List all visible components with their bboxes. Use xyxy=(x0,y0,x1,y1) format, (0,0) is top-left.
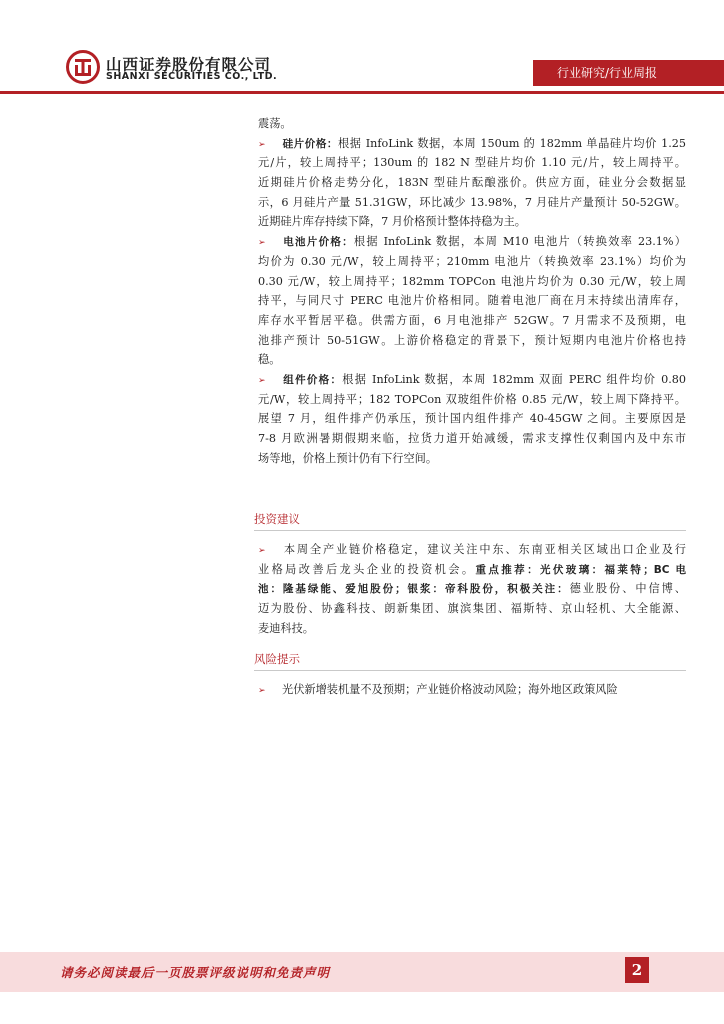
module-paragraph-line: 展望 7 月，组件排产仍承压，预计国内组件排产 40-45GW 之间。主要原因是 xyxy=(258,412,686,426)
company-name-cn: 山西证券股份有限公司 xyxy=(106,56,272,74)
module-paragraph-line: 场等地，价格上预计仍有下行空间。 xyxy=(258,451,438,465)
cell-paragraph-line: 持平，与同尺寸 PERC 电池片价格相同。随着电池厂商在月末持续出清库存， xyxy=(258,294,686,308)
cell-paragraph-line: 池排产预计 50-51GW。上游价格稳定的背景下，预计短期内电池片价格也持 xyxy=(258,333,686,347)
investment-line: 麦迪科技。 xyxy=(258,621,314,635)
company-logo-icon xyxy=(66,50,100,84)
investment-line: ➢ 本周全产业链价格稳定，建议关注中东、东南亚相关区域出口企业及行 xyxy=(258,540,686,560)
key-recommendation: 重点推荐：光伏玻璃： xyxy=(475,563,605,576)
wafer-paragraph-line: ➢ 硅片价格：根据 InfoLink 数据，本周 150um 的 182mm 单晶硅片均价 1.25 xyxy=(258,134,686,154)
page-number: 2 xyxy=(625,957,649,983)
report-body xyxy=(258,114,686,468)
report-type-tag: 行业研究/行业周报 xyxy=(533,60,724,86)
investment-line: 池：隆基绿能、爱旭股份；银浆：帝科股份，积极关注：德业股份、中信博、 xyxy=(258,582,686,596)
bullet-arrow-icon: ➢ xyxy=(258,139,266,150)
risk-line: ➢ 光伏新增装机量不及预期；产业链价格波动风险；海外地区政策风险 xyxy=(258,680,686,700)
investment-section-title: 投资建议 xyxy=(254,512,300,526)
cell-title: 电池片价格： xyxy=(282,236,354,249)
bullet-arrow-icon: ➢ xyxy=(258,375,266,386)
bullet-arrow-icon: ➢ xyxy=(258,686,266,696)
footer-disclaimer: 请务必阅读最后一页股票评级说明和免责声明 xyxy=(60,965,331,980)
risk-body xyxy=(258,680,686,700)
module-paragraph-line: 元/W，较上周持平；182 TOPCon 双玻组件价格 0.85 元/W，较上周下降持平。 xyxy=(258,392,686,406)
wafer-title: 硅片价格： xyxy=(282,137,339,150)
page-header xyxy=(0,0,724,100)
cell-paragraph-line: ➢ 电池片价格：根据 InfoLink 数据，本周 M10 电池片（转换效率 23.1%） xyxy=(258,232,686,252)
bullet-arrow-icon: ➢ xyxy=(258,546,266,556)
wafer-paragraph-line: 元/片，较上周持平；130um 的 182 N 型硅片均价 1.10 元/片，较上周持平。 xyxy=(258,156,686,170)
module-paragraph-line: 7-8 月欧洲暑期假期来临，拉货力道开始减缓，需求支撑性仅剩国内及中东市 xyxy=(258,432,686,445)
wafer-paragraph-line: 近期硅片库存持续下降，7 月价格预计整体持稳为主。 xyxy=(258,215,526,229)
cell-paragraph-line: 0.30 元/W，较上周持平；182mm TOPCon 电池片均价为 0.30 元/W，较上周 xyxy=(258,274,686,288)
investment-line: 业格局改善后龙头企业的投资机会。重点推荐：光伏玻璃：福莱特；BC 电 xyxy=(258,562,687,576)
company-name-en: SHANXI SECURITIES CO., LTD. xyxy=(106,71,278,82)
wafer-paragraph-line: 示，6 月硅片产量 51.31GW，环比减少 13.98%，7 月硅片产量预计 50-52GW。 xyxy=(258,195,686,209)
investment-line: 迈为股份、协鑫科技、朗新集团、旗滨集团、福斯特、京山轻机、大全能源、 xyxy=(258,602,686,616)
investment-section-divider xyxy=(254,530,686,531)
wafer-paragraph-line: 近期硅片价格走势分化，183N 型硅片酝酿涨价。供应方面，硅业分会数据显 xyxy=(258,176,686,190)
risk-section-title: 风险提示 xyxy=(254,652,300,666)
cell-paragraph-line: 稳。 xyxy=(258,353,281,367)
header-divider xyxy=(0,91,724,94)
bullet-arrow-icon: ➢ xyxy=(258,238,266,249)
module-paragraph-line: ➢ 组件价格：根据 InfoLink 数据，本周 182mm 双面 PERC 组件均价 0.80 xyxy=(258,370,686,390)
investment-body xyxy=(258,540,686,638)
cell-paragraph-line: 均价为 0.30 元/W，较上周持平；210mm 电池片（转换效率 23.1%）均价为 xyxy=(258,254,686,268)
module-title: 组件价格： xyxy=(282,373,343,386)
cell-paragraph-line: 库存水平暂居平稳。供需方面，6 月电池排产 52GW。7 月需求不及预期，电 xyxy=(258,313,686,327)
risk-section-divider xyxy=(254,670,686,671)
lead-line: 震荡。 xyxy=(258,117,292,130)
